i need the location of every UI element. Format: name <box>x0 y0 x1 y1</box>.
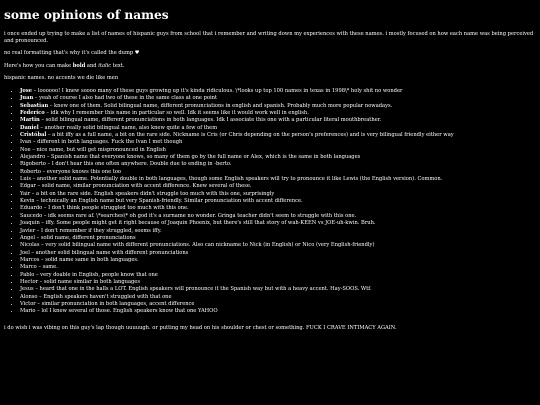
name-list-item <box>20 242 536 249</box>
name-list-item <box>20 88 536 95</box>
demo-text-middle: and <box>85 62 99 69</box>
name-list-item <box>20 308 536 315</box>
formatting-demo-paragraph <box>4 63 536 70</box>
name-comment: – yeah of course I also had two of these in the same class at one point <box>33 95 217 102</box>
formatting-note: no real formatting that's why it's called the dump ♥ <box>4 50 140 57</box>
name-comment: Jesus – heard that one in the halls a LOT. English speakers will pronounce it the Spanish way but with a heavy accent. Hay-SOOS. Wtf. <box>20 286 372 293</box>
name-list-item <box>20 154 536 161</box>
name-comment: Ivan – different in both languages. Fuck the Ivan I met though <box>20 139 183 146</box>
name-comment: Nicolas – very solid bilingual name with different pronunciations. Also can nickname to Nick (in English) or Nico (very English-friendly) <box>20 242 375 249</box>
name-comment: Marco – same. <box>20 264 58 271</box>
name-bold-label: Daniel <box>20 124 39 131</box>
name-comment: – solid bilingual name, different pronunciations in both languages. Idk I associate this one with a particular literal mouthbreather. <box>39 117 382 124</box>
name-comment: Saucedo – idk seems rare af. \*searches\* oh god it's a surname no wonder. Gringa teacher didn't seem to struggle with this one. <box>20 212 357 219</box>
name-list-item <box>20 191 536 198</box>
name-list-item <box>20 103 536 110</box>
name-comment: – idk why I remember this name in particular so well. Idk it seems like it would work well in english. <box>44 110 309 116</box>
name-comment: Angel – solid name, different pronunciations <box>20 234 136 241</box>
name-comment: – another really solid bilingual name, also knew quite a few of them <box>38 124 218 131</box>
name-comment: Noe – nice name, but will get mispronounced in English <box>20 146 166 153</box>
name-comment: – loooooo! I knew soooo many of these guys growing up it's kinda ridiculous. \*looks up top 100 names in texas in 1998\* holy shit no wonder <box>32 87 403 94</box>
intro-paragraph: i once ended up trying to make a list of names of hispanic guys from school that i remember and writing down my experiences with these names. i mostly focused on how each name was being perceived and pronounced. <box>4 31 534 44</box>
demo-text-before: Here's how you can make <box>4 62 73 69</box>
name-comment: – a bit iffy as a full name, a bit on the rare side. Nickname is Cris (or Chris depending on the person's preferences) and is very bilingual friendly either way <box>46 132 454 139</box>
name-list-item <box>20 169 536 176</box>
names-list <box>4 88 536 316</box>
name-list-item <box>20 279 536 286</box>
name-comment: Edgar – solid name, similar pronunciation with accent difference. Knew several of these. <box>20 183 252 190</box>
demo-text-after: text. <box>111 62 125 69</box>
name-list-item <box>20 95 536 102</box>
name-list-item <box>20 264 536 271</box>
name-list-item <box>20 228 536 235</box>
name-list-item <box>20 213 536 220</box>
document-page <box>4 6 536 331</box>
name-comment: Hector – solid name similar in both languages <box>20 278 140 285</box>
name-comment: Alonso – English speakers haven't struggled with that one <box>20 293 172 300</box>
name-bold-label: Sebastian <box>20 102 49 109</box>
name-comment: Marcos – solid name same in both languages. <box>20 256 139 263</box>
name-list-item <box>20 205 536 212</box>
name-comment: – knew one of them. Solid bilingual name, different pronunciations in english and spanish. Probably much more popular nowadays. <box>48 102 393 109</box>
name-list-item <box>20 139 536 146</box>
name-list-item <box>20 183 536 190</box>
name-comment: Mario – lol I knew several of those. English speakers know that one YAHOO <box>20 308 218 315</box>
name-list-item <box>20 147 536 154</box>
no-accents-note: hispanic names. no accents we die like men <box>4 75 119 82</box>
name-list-item <box>20 125 536 132</box>
name-list-item <box>20 272 536 279</box>
name-bold-label: Jose <box>20 87 33 94</box>
name-comment: Joel – another solid bilingual name with different pronunciations <box>20 249 189 256</box>
name-comment: Yair – a bit on the rare side. English speakers didn't struggle too much with this one, surprisingly <box>20 190 275 197</box>
name-bold-label: Federico <box>20 110 45 116</box>
outro-paragraph: i do wish i was vibing on this guy's lap though uuuuugh. or putting my head on his shoulder or chest or something. FUCK I CRAVE INTIMACY AGAIN. <box>4 324 397 331</box>
name-bold-label: Juan <box>20 95 34 102</box>
name-list-item <box>20 198 536 205</box>
name-comment: Luis – another solid name. Potentially double in both languages, though some English speakers will try to pronounce it like Lewis (the English version). Common. <box>20 176 443 183</box>
name-list-item <box>20 301 536 308</box>
name-comment: Alejandro – Spanish name that everyone knows, so many of them go by the full name or Alex, which is the same in both languages <box>20 154 361 161</box>
name-list-item <box>20 161 536 168</box>
name-comment: Pablo – very doable in English, people know that one <box>20 271 158 278</box>
page-title: some opinions of names <box>4 8 169 22</box>
name-list-item <box>20 176 536 183</box>
name-list-item <box>20 257 536 264</box>
demo-italic-text: italic <box>98 62 112 69</box>
name-comment: Joaquin – iffy. Some people might get it right because of Joaquin Phoenix, but there's still that story of wah-KEEN vs JOE-uh-kwin. Bruh. <box>20 220 376 227</box>
name-list-item <box>20 132 536 139</box>
name-comment: Roberto – everyone knows this one too <box>20 168 122 175</box>
name-bold-label: Martin <box>20 117 40 124</box>
name-list-item <box>20 117 536 124</box>
name-list-item <box>20 294 536 301</box>
name-list-item <box>20 286 536 293</box>
name-bold-label: Cristóbal <box>20 132 47 139</box>
name-comment: Javier – I don't remember if they struggled, seems iffy. <box>20 227 162 234</box>
name-comment: Kevin – technically an English name but very Spanish-friendly. Similar pronunciation with accent difference. <box>20 198 303 205</box>
name-comment: Victor – similar pronunciation in both languages, accent difference <box>20 300 195 307</box>
name-comment: Rigoberto – I don't hear this one often anywhere. Double due to ending in -berto. <box>20 161 232 168</box>
name-list-item <box>20 250 536 257</box>
name-list-item <box>20 110 536 117</box>
demo-bold-text: bold <box>72 62 86 69</box>
name-list-item <box>20 220 536 227</box>
name-comment: Eduardo – I don't think people struggled too much with this one. <box>20 205 189 212</box>
